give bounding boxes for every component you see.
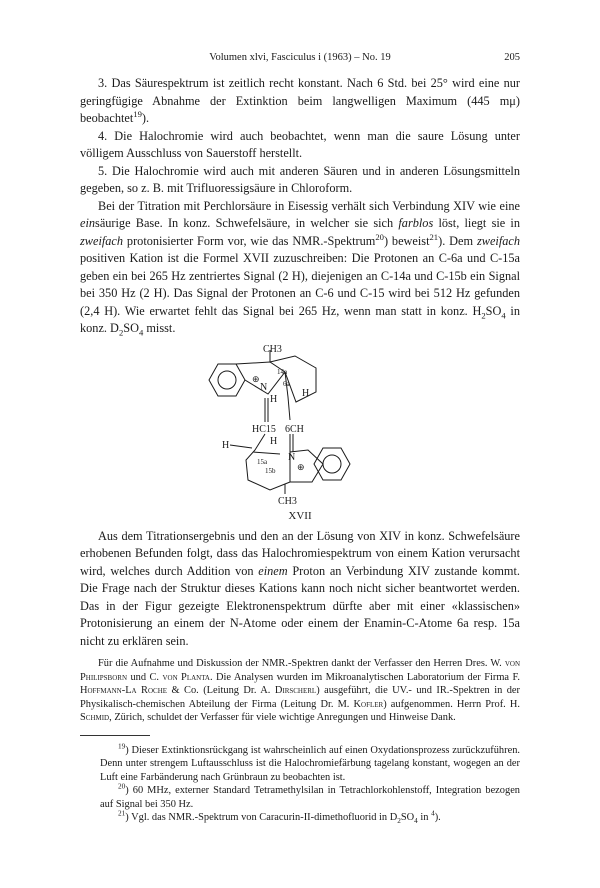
footnote-divider	[80, 735, 150, 736]
label-ch3-top: CH3	[263, 343, 282, 355]
page-number: 205	[504, 52, 520, 63]
formula-label: XVII	[288, 509, 312, 522]
footnote-ref-19[interactable]: 19	[133, 108, 142, 119]
structural-formula-xvii	[80, 342, 520, 522]
label-nitrogen-bottom: N	[288, 451, 296, 463]
svg-text:⊕: ⊕	[297, 461, 305, 472]
paragraph-3: 3. Das Säurespektrum ist zeitlich recht konstant. Nach 6 Std. bei 25° wird eine nur geringfügige Abnahme der Extinktion beim langwelligen Maximum (445 mμ) beobachtet$^{19}$).	[80, 76, 520, 125]
footnote-20: $^{20}$) 60 MHz, externer Standard Tetramethylsilan in Tetrachlorkohlenstoff, Integration bezogen auf Signal bei 350 Hz.	[100, 782, 520, 810]
paragraph-titration: Bei der Titration mit Perchlorsäure in Eisessig verhält sich Verbindung XIV wie eine einsäurige Base. In konz. Schwefelsäure, in welcher sie sich farblos löst, liegt sie in zweifach protonisierter Form vor, wie das NMR.-Spektrum$^{20}$) beweist$^{21}$). Dem zweifach positiven Kation ist die Formel XVII zuzuschreiben: Die Protonen an C-6a und C-15a geben ein bei 265 Hz zentriertes Signal (2 H), diejenigen an C-14a und C-15b ein Signal bei 350 Hz (2 H). Das Signal der Protonen an C-6 und C-15 wird bei 512 Hz gefunden (2,4 H). Wie erwartet fehlt das Signal bei 265 Hz, wenn man statt in konz. $H_2SO_4$ in konz. $D_2SO_4$ misst.	[80, 198, 521, 338]
label-nitrogen-top: N	[260, 381, 268, 393]
paragraph-conclusion: Aus dem Titrationsergebnis und den an der Lösung von XIV in konz. Schwefelsäure erhobenen Befunden folgt, dass das Halochromiespektrum von einem Kation verursacht wird, welches durch Addition von einem Proton an Verbindung XIV zustande kommt. Die Frage nach der Struktur dieses Kations kann noch nicht sicher beantwortet werden. Das in der Figur gezeigte Elektronenspektrum dürfte aber mit einer «klassischen» Protonisierung an einem der N-Atome oder einem der Enamin-C-Atome 6a resp. 15a nicht zu erklären sein.	[80, 528, 520, 648]
footnote-19: $^{19}$) Dieser Extinktionsrückgang ist wahrscheinlich auf einen Oxydationsprozess zurückzuführen. Denn unter strengem Luftausschluss ist die Halochromiefärbung tagelang konstant, wogegen an der Luft eine Farbänderung nach Grünbraun zu beobachten ist.	[100, 742, 520, 783]
label-ch3-bottom: CH3	[278, 495, 297, 507]
svg-text:14a: 14a	[277, 367, 288, 376]
top-aromatic-circle	[218, 371, 236, 389]
acknowledgement: Für die Aufnahme und Diskussion der NMR.-Spektren dankt der Verfasser den Herren Dres. W. von Philipsborn und C. von Planta. Die Analysen wurden im Mikroanalytischen Laboratorium der Firma F. Hoffmann-La Roche & Co. (Leitung Dr. A. Dirscherl) ausgeführt, die UV.- und IR.-Spektren in der Physikalisch-chemischen Abteilung der Firma (Leitung Dr. M. Kofler) aufgenommen. Herrn Prof. H. Schmid, Zürich, schuldet der Verfasser für viele wichtige Anregungen und Hinweise Dank.	[80, 658, 521, 724]
journal-header: Volumen xlvi, Fasciculus i (1963) – No. 19	[209, 52, 391, 63]
top-benzene-ring	[209, 364, 245, 396]
formula-drawing	[80, 342, 520, 512]
svg-text:6a: 6a	[283, 379, 290, 388]
paragraph-4: 4. Die Halochromie wird auch beobachtet, wenn man die saure Lösung unter völligem Ausschluss von Sauerstoff herstellt.	[80, 128, 520, 160]
svg-text:⊕: ⊕	[252, 373, 260, 384]
footnote-ref-21[interactable]: 21	[429, 231, 439, 242]
article-body	[80, 75, 520, 824]
svg-text:H: H	[302, 387, 310, 399]
paragraph-5: 5. Die Halochromie wird auch mit anderen Säuren und in anderen Lösungsmitteln gegeben, so z. B. mit Trifluoressigsäure in Chloroform.	[80, 163, 520, 195]
svg-text:H: H	[222, 439, 230, 451]
footnote-21: $^{21}$) Vgl. das NMR.-Spektrum von Caracurin-II-dimethofluorid in $D_2SO_4$ in $^4$).	[118, 809, 441, 826]
svg-text:H: H	[270, 393, 278, 405]
label-hc15: HC15	[252, 423, 276, 435]
svg-text:15a: 15a	[257, 457, 268, 466]
svg-text:15b: 15b	[265, 466, 276, 475]
bottom-benzene-ring	[314, 448, 350, 480]
svg-text:H: H	[270, 435, 278, 447]
bottom-aromatic-circle	[323, 455, 341, 473]
footnote-ref-20[interactable]: 20	[375, 231, 384, 242]
label-6ch: 6CH	[285, 423, 304, 435]
